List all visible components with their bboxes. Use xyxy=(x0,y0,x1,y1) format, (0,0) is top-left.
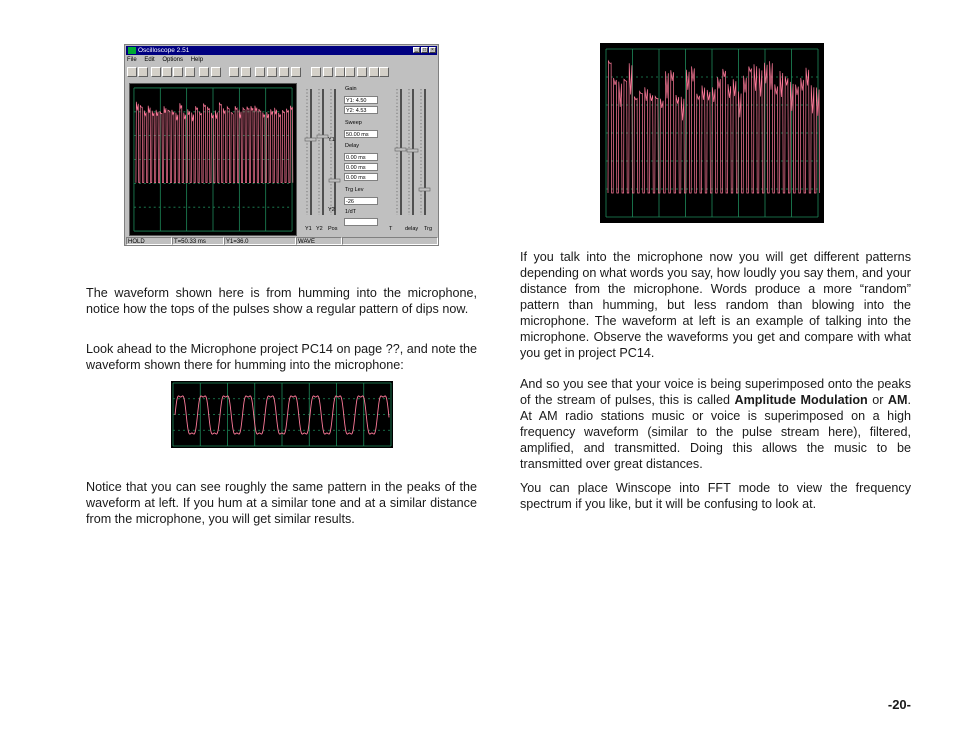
delay-bottom-label: delay xyxy=(405,226,419,232)
toolbar xyxy=(127,66,436,78)
app-icon xyxy=(128,47,136,54)
t-bottom-label: T xyxy=(389,226,393,232)
status-mode: WAVE xyxy=(296,237,342,245)
slider-thumb xyxy=(407,149,418,152)
y1-slider-label: Y1 xyxy=(328,137,335,143)
trig-level-label: Trg Lev xyxy=(345,187,364,193)
slider-thumb xyxy=(395,148,406,151)
toolbar-button-14[interactable] xyxy=(311,67,321,77)
right-paragraph-3: You can place Winscope into FFT mode to view the frequency spectrum if you like, but it will be confusing to look at. xyxy=(520,481,911,511)
window-title: Oscilloscope 2.51 xyxy=(138,47,190,54)
toolbar-button-20[interactable] xyxy=(379,67,389,77)
trg-bottom-label: Trg xyxy=(424,226,433,232)
sweep-label: Sweep xyxy=(345,120,362,126)
y2-gain-value[interactable]: Y2: 4.53 xyxy=(344,106,378,114)
minimize-button[interactable]: _ xyxy=(413,47,420,53)
delay-value-2[interactable]: 0.00 ms xyxy=(344,163,378,171)
waveform-trace xyxy=(608,61,820,193)
slider-thumb xyxy=(419,188,430,191)
delay-value-3[interactable]: 0.00 ms xyxy=(344,173,378,181)
status-time: T=50.33 ms xyxy=(172,237,224,245)
menu-file[interactable]: File xyxy=(127,57,137,63)
dt-value[interactable] xyxy=(344,218,378,226)
left-paragraph-1: The waveform shown here is from humming into the microphone, notice how the tops of the pulses show a regular pattern of dips now. xyxy=(86,286,477,316)
status-hold: HOLD xyxy=(126,237,172,245)
scope-humming-waveform xyxy=(171,381,393,448)
y1-gain-value[interactable]: Y1: 4.50 xyxy=(344,96,378,104)
left-paragraph-3: Notice that you can see roughly the same pattern in the peaks of the waveform at left. If you hum at a similar tone and at a similar distance from the microphone, you will get similar results. xyxy=(86,480,477,526)
trig-level-value[interactable]: -26 xyxy=(344,197,378,205)
left-paragraph-2: Look ahead to the Microphone project PC14 on page ??, and note the waveform shown there for humming into the microphone: xyxy=(86,342,477,372)
toolbar-button-10[interactable] xyxy=(255,67,265,77)
scope-grid xyxy=(173,383,391,446)
toolbar-button-2[interactable] xyxy=(151,67,161,77)
y1-bottom-label: Y1 xyxy=(305,226,312,232)
term-am: AM xyxy=(887,393,908,407)
toolbar-button-9[interactable] xyxy=(241,67,251,77)
dt-label: 1/dT xyxy=(345,209,357,215)
gain-label: Gain xyxy=(345,86,357,92)
delay-label: Delay xyxy=(345,143,360,149)
waveform-trace xyxy=(136,102,293,183)
term-amplitude-modulation: Amplitude Modulation xyxy=(734,393,868,407)
title-bar xyxy=(126,46,437,55)
scope-screen xyxy=(129,83,297,236)
scope-grid xyxy=(134,88,292,231)
toolbar-button-15[interactable] xyxy=(323,67,333,77)
status-bar xyxy=(126,237,437,245)
control-panel xyxy=(301,83,437,236)
toolbar-button-3[interactable] xyxy=(162,67,172,77)
toolbar-button-12[interactable] xyxy=(279,67,289,77)
toolbar-button-7[interactable] xyxy=(211,67,221,77)
status-y1: Y1=36.0 xyxy=(224,237,296,245)
status-empty xyxy=(342,237,438,245)
menu-bar xyxy=(127,56,209,64)
toolbar-button-16[interactable] xyxy=(335,67,345,77)
y2-bottom-label: Y2 xyxy=(316,226,323,232)
sweep-value[interactable]: 50.00 ms xyxy=(344,130,378,138)
toolbar-button-19[interactable] xyxy=(369,67,379,77)
delay-value-1[interactable]: 0.00 ms xyxy=(344,153,378,161)
maximize-button[interactable]: □ xyxy=(422,47,427,53)
toolbar-button-5[interactable] xyxy=(185,67,195,77)
oscilloscope-window xyxy=(124,44,439,246)
slider-thumb xyxy=(305,138,316,141)
toolbar-button-0[interactable] xyxy=(127,67,137,77)
toolbar-button-6[interactable] xyxy=(199,67,209,77)
toolbar-button-4[interactable] xyxy=(173,67,183,77)
toolbar-button-18[interactable] xyxy=(357,67,367,77)
right-paragraph-1: If you talk into the microphone now you will get different patterns depending on what words you say, how loudly you say them, and your distance from the microphone. Words produce a more “random” pattern than humming, but less random than blowing into the microphone. The waveform at left is an example of talking into the microphone. Observe the waveforms you get and compare with what you get in project PC14. xyxy=(520,250,911,360)
slider-thumb xyxy=(329,179,340,182)
toolbar-button-1[interactable] xyxy=(138,67,148,77)
close-button[interactable]: × xyxy=(429,47,436,53)
menu-options[interactable]: Options xyxy=(162,57,184,63)
pos-bottom-label: Pos xyxy=(328,226,338,232)
toolbar-button-13[interactable] xyxy=(291,67,301,77)
menu-edit[interactable]: Edit xyxy=(144,57,155,63)
slider-thumb xyxy=(317,135,328,138)
right-paragraph-2: And so you see that your voice is being superimposed onto the peaks of the stream of pulses, this is called Amplitude Modulation or AM. At AM radio stations music or voice is superimposed on a high frequency waveform (similar to the pulse stream here), filtered, amplified, and transmitted. Doing this allows the music to be transmitted over great distances. xyxy=(520,377,911,471)
scope-talking-waveform xyxy=(600,43,824,223)
y2-slider-label: Y2 xyxy=(328,207,335,213)
toolbar-button-11[interactable] xyxy=(267,67,277,77)
page-number: -20- xyxy=(887,697,911,712)
toolbar-button-17[interactable] xyxy=(345,67,355,77)
toolbar-button-8[interactable] xyxy=(229,67,239,77)
menu-help[interactable]: Help xyxy=(190,57,204,63)
